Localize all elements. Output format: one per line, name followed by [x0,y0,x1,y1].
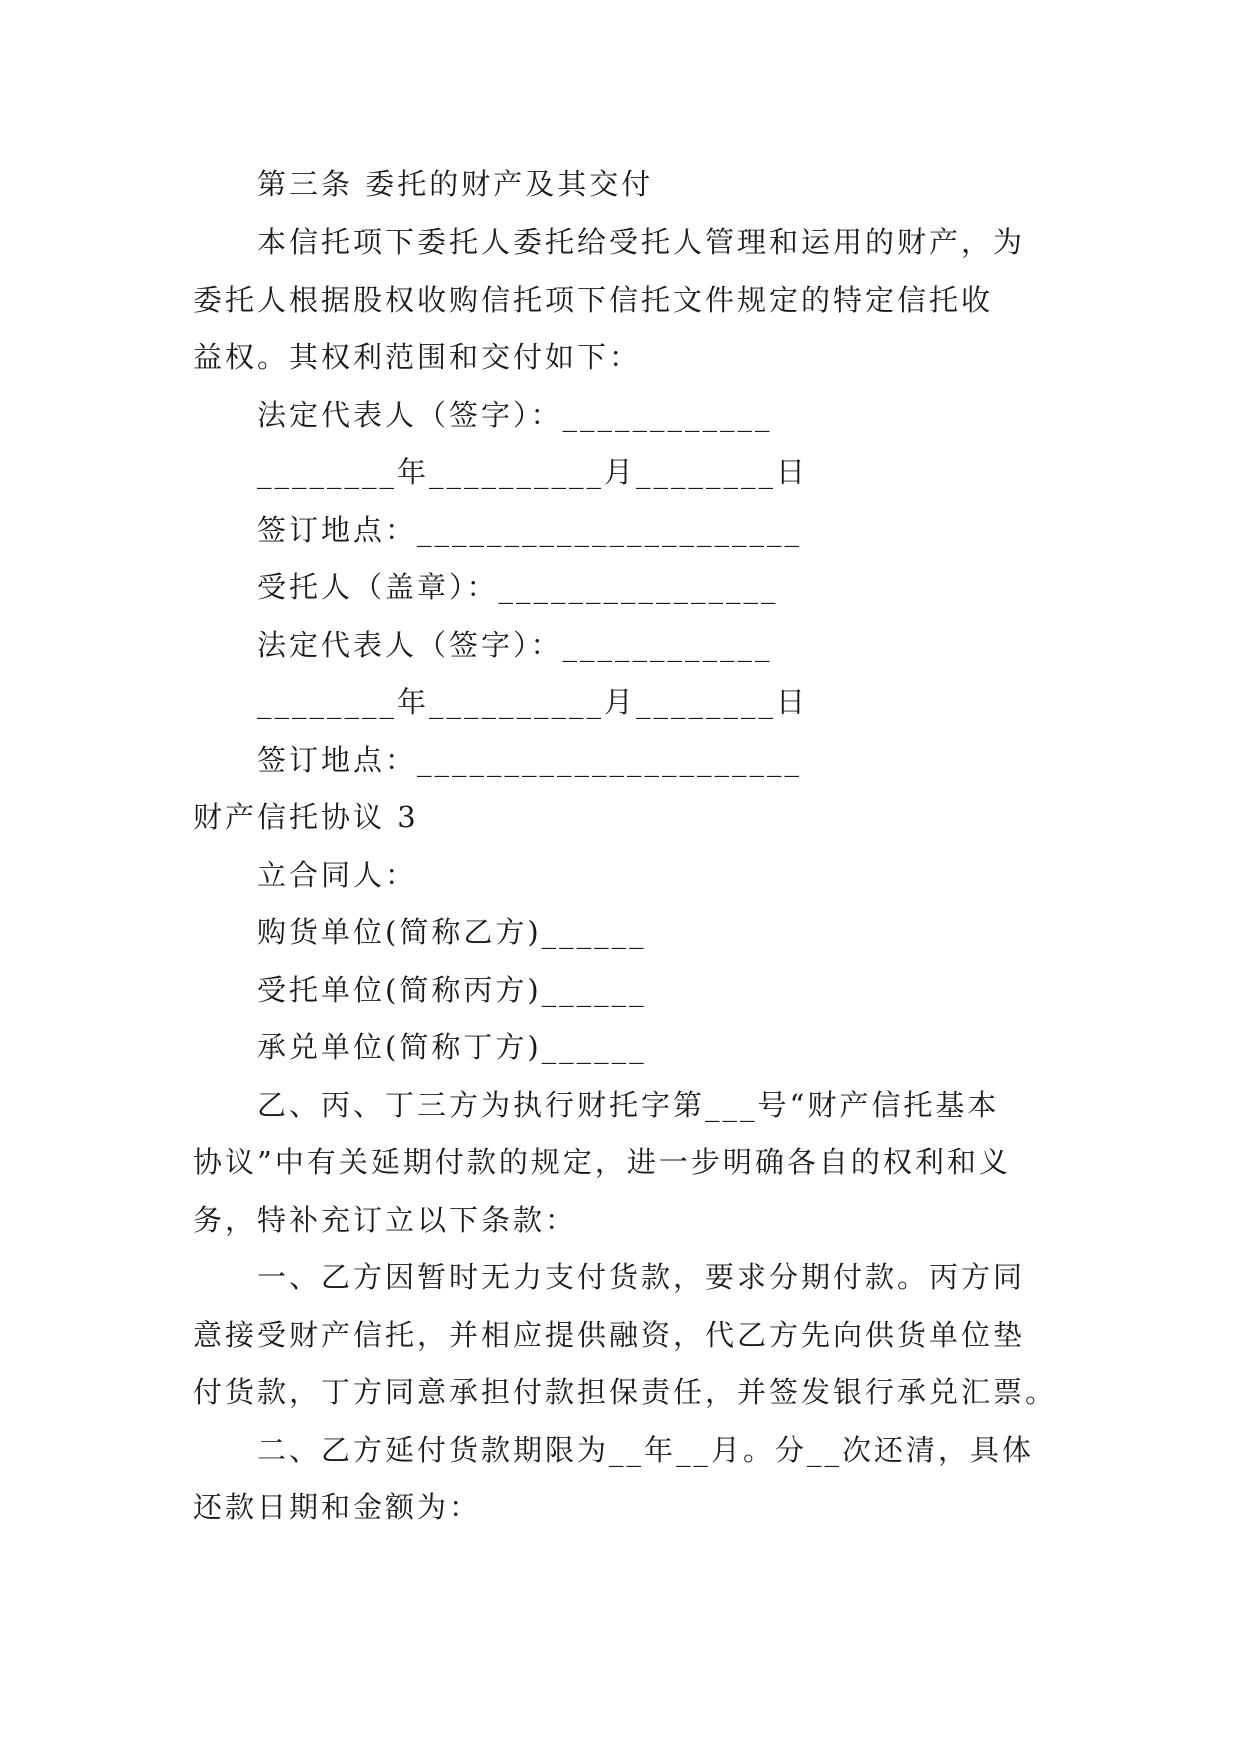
party-line: 承兑单位(简称丁方)______ [257,1030,647,1064]
signing-place-line: 签订地点：______________________ [257,743,803,777]
clause-line: 意接受财产信托，并相应提供融资，代乙方先向供货单位垫 [193,1318,1026,1352]
clause-line: 一、乙方因暂时无力支付货款，要求分期付款。丙方同 [257,1260,1026,1294]
legal-rep-signature-line: 法定代表人（签字）：____________ [257,398,773,432]
trustee-seal-line: 受托人（盖章）：________________ [257,570,779,604]
paragraph-line: 益权。其权利范围和交付如下： [193,340,642,374]
paragraph-line: 务，特补充订立以下条款： [193,1203,578,1237]
paragraph-line: 乙、丙、丁三方为执行财托字第___号“财产信托基本 [257,1088,1000,1122]
signing-place-line: 签订地点：______________________ [257,513,803,547]
paragraph-line: 委托人根据股权收购信托项下信托文件规定的特定信托收 [193,283,994,317]
clause-line: 二、乙方延付货款期限为__年__月。分__次还清，具体 [257,1433,1035,1467]
parties-heading: 立合同人： [257,858,418,892]
paragraph-line: 协议”中有关延期付款的规定，进一步明确各自的权利和义 [193,1145,1011,1179]
section-title: 财产信托协议 3 [193,800,419,834]
legal-rep-signature-line: 法定代表人（签字）：____________ [257,628,773,662]
paragraph-line: 本信托项下委托人委托给受托人管理和运用的财产，为 [257,225,1026,259]
clause-line: 还款日期和金额为： [193,1490,482,1524]
party-line: 受托单位(简称丙方)______ [257,973,647,1007]
clause-line: 付货款，丁方同意承担付款担保责任，并签发银行承兑汇票。 [193,1375,1058,1409]
date-line: ________年__________月________日 [257,455,809,489]
party-line: 购货单位(简称乙方)______ [257,915,647,949]
date-line: ________年__________月________日 [257,685,809,719]
article-heading: 第三条 委托的财产及其交付 [257,167,654,201]
